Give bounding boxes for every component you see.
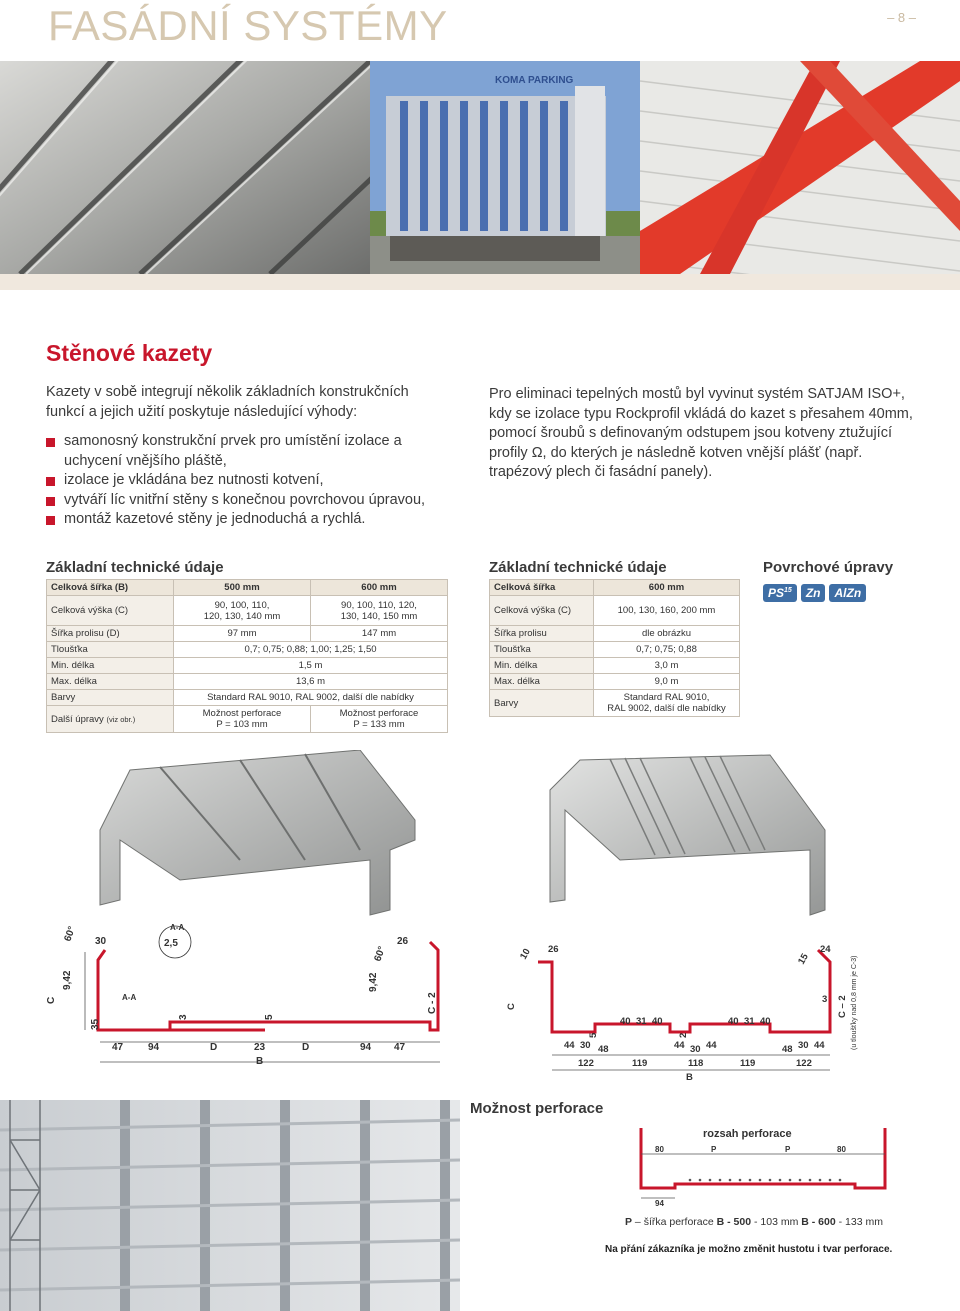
- cassette-render-left: [60, 750, 430, 925]
- svg-text:122: 122: [578, 1058, 594, 1069]
- svg-text:94: 94: [655, 1199, 664, 1208]
- svg-text:118: 118: [688, 1058, 704, 1069]
- svg-text:40: 40: [652, 1016, 663, 1027]
- list-item: [46, 491, 446, 511]
- table-header-cell: 500 mm: [174, 580, 311, 596]
- table-label-cell: Tloušťka: [490, 642, 594, 658]
- svg-text:26: 26: [548, 944, 559, 955]
- badge-alzn: AlZn: [829, 584, 866, 602]
- svg-text:26: 26: [397, 936, 409, 947]
- bullet-square-icon: [46, 516, 55, 525]
- svg-text:2: 2: [678, 1032, 689, 1038]
- svg-text:C – 2: C – 2: [837, 995, 848, 1018]
- table-label-cell: Min. délka: [490, 658, 594, 674]
- table-cell: 147 mm: [310, 626, 447, 642]
- svg-text:C: C: [506, 1003, 517, 1010]
- svg-text:B: B: [686, 1072, 693, 1083]
- svg-text:C - 2: C - 2: [427, 992, 438, 1014]
- svg-text:30: 30: [690, 1044, 701, 1055]
- decor-strip: [0, 274, 960, 290]
- table2-heading: Základní technické údaje: [489, 559, 667, 576]
- svg-text:44: 44: [706, 1040, 717, 1051]
- bullet-square-icon: [46, 477, 55, 486]
- table-header-cell: 600 mm: [310, 580, 447, 596]
- table-cell: Standard RAL 9010, RAL 9002, další dle nabídky: [594, 690, 740, 717]
- svg-text:24: 24: [820, 944, 831, 955]
- svg-text:94: 94: [148, 1042, 160, 1053]
- svg-text:47: 47: [112, 1042, 124, 1053]
- table-label-cell: Barvy: [490, 690, 594, 717]
- benefits-list: [46, 432, 446, 530]
- svg-text:122: 122: [796, 1058, 812, 1069]
- svg-text:80: 80: [655, 1145, 664, 1154]
- photo-red-beams: [640, 61, 960, 274]
- svg-text:44: 44: [564, 1040, 575, 1051]
- page-title: FASÁDNÍ SYSTÉMY: [48, 2, 448, 49]
- svg-text:D: D: [210, 1042, 218, 1053]
- table-label-cell: Další úpravy (viz obr.): [47, 706, 174, 733]
- table-header-cell: Celková šířka (B): [47, 580, 174, 596]
- table2: [489, 579, 740, 717]
- svg-text:44: 44: [674, 1040, 685, 1051]
- svg-text:48: 48: [782, 1044, 793, 1055]
- svg-text:A-A: A-A: [122, 993, 137, 1002]
- table-label-cell: Celková výška (C): [490, 596, 594, 626]
- svg-text:9,42: 9,42: [368, 972, 379, 992]
- svg-text:30: 30: [798, 1040, 809, 1051]
- badge-ps: PS$^{15}$: [763, 584, 797, 602]
- svg-text:119: 119: [632, 1058, 648, 1069]
- svg-text:48: 48: [598, 1044, 609, 1055]
- table-cell: dle obrázku: [594, 626, 740, 642]
- table-cell: 90, 100, 110, 120, 130, 140 mm: [174, 596, 311, 626]
- svg-text:P: P: [785, 1145, 791, 1154]
- satjam-text: Pro eliminaci tepelných mostů byl vyvinut systém SATJAM ISO+, kdy se izolace typu Rockprofil vkládá do kazet s přesahem 40mm, pomocí šroubů s definovaným odstupem jsou kotveny ztužující profily Ω, do kterých je následně kotven vnější plášť (např. trapézový plech či fasádní panely).: [489, 386, 913, 480]
- svg-text:5: 5: [264, 1014, 275, 1020]
- table-header-cell: 600 mm: [594, 580, 740, 596]
- svg-text:30: 30: [95, 936, 107, 947]
- list-item: [46, 510, 446, 530]
- perforation-note: Na přání zákazníka je možno změnit hustotu i tvar perforace.: [605, 1244, 893, 1255]
- svg-text:94: 94: [360, 1042, 372, 1053]
- svg-text:44: 44: [814, 1040, 825, 1051]
- list-item-text: samonosný konstrukční prvek pro umístění izolace a uchycení vnějšího pláště,: [64, 433, 402, 469]
- svg-text:15: 15: [796, 951, 811, 967]
- svg-text:A-A: A-A: [170, 923, 185, 932]
- table1: [46, 579, 448, 733]
- svg-text:60°: 60°: [372, 945, 388, 964]
- perforation-legend: P – šířka perforace B - 500 - 103 mm B - 600 - 133 mm: [625, 1216, 883, 1228]
- table-cell: 3,0 m: [594, 658, 740, 674]
- svg-text:40: 40: [760, 1016, 771, 1027]
- intro-text: Kazety v sobě integrují několik základních konstrukčních funkcí a jejich užití poskytuje následující výhody:: [46, 384, 409, 420]
- table-cell: 9,0 m: [594, 674, 740, 690]
- list-item: [46, 471, 446, 491]
- photo-building: [370, 61, 640, 274]
- svg-text:3: 3: [822, 994, 828, 1005]
- svg-text:2,5: 2,5: [164, 938, 178, 949]
- svg-text:P: P: [711, 1145, 717, 1154]
- svg-text:119: 119: [740, 1058, 756, 1069]
- table-cell: 0,7; 0,75; 0,88; 1,00; 1,25; 1,50: [174, 642, 448, 658]
- svg-text:40: 40: [620, 1016, 631, 1027]
- list-item-text: izolace je vkládána bez nutnosti kotvení,: [64, 472, 324, 488]
- table-cell: Standard RAL 9010, RAL 9002, další dle nabídky: [174, 690, 448, 706]
- perforation-title: Možnost perforace: [470, 1100, 604, 1117]
- table-label-cell: Tloušťka: [47, 642, 174, 658]
- page-number: – 8 –: [887, 10, 916, 25]
- table-cell: 1,5 m: [174, 658, 448, 674]
- svg-text:9,42: 9,42: [62, 970, 73, 990]
- table-label-cell: Celková výška (C): [47, 596, 174, 626]
- table-cell: 0,7; 0,75; 0,88: [594, 642, 740, 658]
- list-item-text: vytváří líc vnitřní stěny s konečnou povrchovou úpravou,: [64, 491, 426, 508]
- surface-badges: [763, 584, 870, 602]
- list-item-text: montáž kazetové stěny je jednoduchá a rychlá.: [64, 511, 366, 527]
- svg-text:31: 31: [636, 1016, 647, 1027]
- table-cell: 90, 100, 110, 120, 130, 140, 150 mm: [310, 596, 447, 626]
- table-label-cell: Barvy: [47, 690, 174, 706]
- svg-text:47: 47: [394, 1042, 406, 1053]
- building-sign: KOMA PARKING: [495, 75, 574, 86]
- section-title: Stěnové kazety: [46, 340, 213, 366]
- svg-text:80: 80: [837, 1145, 846, 1154]
- table-label-cell: Šířka prolisu: [490, 626, 594, 642]
- svg-text:40: 40: [728, 1016, 739, 1027]
- badge-zn: Zn: [801, 584, 826, 602]
- perforation-drawing: [635, 1120, 895, 1215]
- table-label-cell: Max. délka: [490, 674, 594, 690]
- cassette-render-right: [540, 750, 840, 925]
- svg-text:B: B: [256, 1056, 264, 1067]
- bullet-square-icon: [46, 438, 55, 447]
- table1-heading: Základní technické údaje: [46, 559, 224, 576]
- table-cell: 97 mm: [174, 626, 311, 642]
- photo-facade-scaffold: [0, 1100, 460, 1311]
- svg-text:rozsah perforace: rozsah perforace: [703, 1128, 792, 1140]
- svg-text:30: 30: [580, 1040, 591, 1051]
- svg-text:35: 35: [90, 1018, 101, 1030]
- table-label-cell: Max. délka: [47, 674, 174, 690]
- table-header-cell: Celková šířka: [490, 580, 594, 596]
- table-cell: Možnost perforace P = 133 mm: [310, 706, 447, 733]
- table-label-cell: Min. délka: [47, 658, 174, 674]
- svg-text:23: 23: [254, 1042, 266, 1053]
- table-cell: 13,6 m: [174, 674, 448, 690]
- table-cell: Možnost perforace P = 103 mm: [174, 706, 311, 733]
- svg-text:D: D: [302, 1042, 310, 1053]
- svg-text:3: 3: [178, 1014, 189, 1020]
- svg-text:60°: 60°: [62, 925, 78, 944]
- svg-text:5: 5: [588, 1032, 599, 1038]
- svg-text:(u tloušťky nad 0,8 mm je C-3): (u tloušťky nad 0,8 mm je C-3): [851, 955, 858, 1050]
- bullet-square-icon: [46, 497, 55, 506]
- svg-text:10: 10: [518, 946, 533, 962]
- list-item: [46, 432, 446, 471]
- profile-drawing-right: [500, 940, 860, 1085]
- svg-text:31: 31: [744, 1016, 755, 1027]
- surfaces-heading: Povrchové úpravy: [763, 559, 894, 576]
- photo-corrugated-panel: [0, 61, 370, 274]
- profile-drawing-left: [40, 922, 460, 1072]
- table-cell: 100, 130, 160, 200 mm: [594, 596, 740, 626]
- svg-text:C: C: [46, 996, 57, 1004]
- table-label-cell: Šířka prolisu (D): [47, 626, 174, 642]
